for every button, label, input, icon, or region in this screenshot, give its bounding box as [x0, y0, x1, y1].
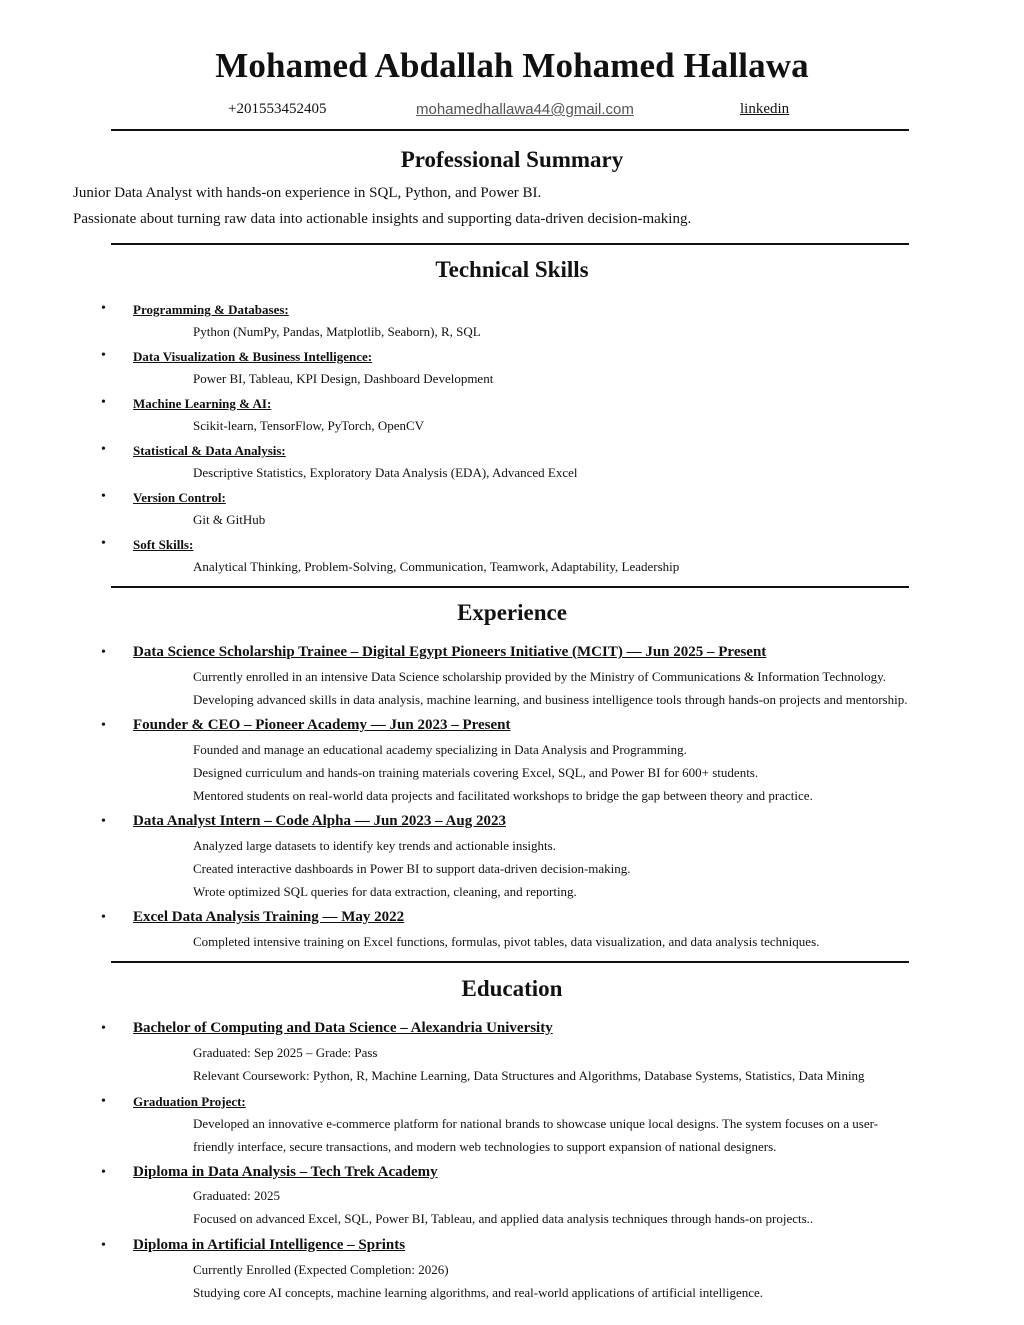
- skill-label: Programming & Databases:: [133, 302, 289, 317]
- bullet-dot: •: [101, 536, 106, 551]
- education-heading: Education: [461, 976, 563, 1001]
- bullet-dot: •: [101, 1238, 106, 1253]
- section-divider: [111, 129, 909, 131]
- experience-title: Excel Data Analysis Training — May 2022: [133, 909, 405, 925]
- experience-detail: Currently enrolled in an intensive Data Science scholarship provided by the Ministry of Communications & Information Technology.: [193, 669, 886, 684]
- bullet-dot: •: [101, 301, 106, 316]
- linkedin-link[interactable]: linkedin: [740, 101, 790, 117]
- skills-heading: Technical Skills: [435, 257, 589, 282]
- education-detail: friendly interface, secure transactions, and modern web technologies to support expansion of national designers.: [193, 1139, 777, 1154]
- bullet-dot: •: [101, 489, 106, 504]
- skill-label: Statistical & Data Analysis:: [133, 443, 286, 458]
- skill-label: Soft Skills:: [133, 537, 194, 552]
- experience-title: Data Analyst Intern – Code Alpha — Jun 2023 – Aug 2023: [133, 813, 506, 829]
- bullet-dot: •: [101, 395, 106, 410]
- experience-detail: Created interactive dashboards in Power BI to support data-driven decision-making.: [193, 861, 631, 876]
- skill-detail: Scikit-learn, TensorFlow, PyTorch, OpenCV: [193, 418, 425, 433]
- bullet-dot: •: [101, 348, 106, 363]
- skill-label: Machine Learning & AI:: [133, 396, 272, 411]
- skill-detail: Git & GitHub: [193, 512, 266, 527]
- experience-detail: Analyzed large datasets to identify key trends and actionable insights.: [193, 838, 556, 853]
- bullet-dot: •: [101, 1094, 106, 1109]
- email-link[interactable]: mohamedhallawa44@gmail.com: [416, 101, 634, 118]
- skill-label: Data Visualization & Business Intelligence:: [133, 349, 373, 364]
- education-detail: Currently Enrolled (Expected Completion: 2026): [193, 1262, 449, 1277]
- bullet-dot: •: [101, 1021, 106, 1036]
- phone-number: +201553452405: [228, 101, 327, 117]
- skill-label: Version Control:: [133, 490, 226, 505]
- education-detail: Graduated: 2025: [193, 1188, 281, 1203]
- skill-detail: Power BI, Tableau, KPI Design, Dashboard Development: [193, 371, 494, 386]
- section-divider: [111, 961, 909, 963]
- section-divider: [111, 586, 909, 588]
- summary-heading: Professional Summary: [400, 147, 624, 172]
- bullet-dot: •: [101, 1165, 106, 1180]
- summary-line: Passionate about turning raw data into actionable insights and supporting data-driven decision-making.: [73, 211, 692, 227]
- education-title: Bachelor of Computing and Data Science – Alexandria University: [133, 1020, 553, 1036]
- bullet-dot: •: [101, 910, 106, 925]
- candidate-name: Mohamed Abdallah Mohamed Hallawa: [215, 46, 809, 85]
- education-detail: Developed an innovative e-commerce platform for national brands to showcase unique local designs. The system focuses on a user-: [193, 1116, 879, 1131]
- experience-detail: Wrote optimized SQL queries for data extraction, cleaning, and reporting.: [193, 884, 577, 899]
- education-title: Diploma in Artificial Intelligence – Sprints: [133, 1237, 406, 1253]
- section-divider: [111, 243, 909, 245]
- summary-line: Junior Data Analyst with hands-on experience in SQL, Python, and Power BI.: [73, 185, 542, 201]
- experience-detail: Designed curriculum and hands-on training materials covering Excel, SQL, and Power BI for 600+ students.: [193, 765, 759, 780]
- experience-detail: Founded and manage an educational academy specializing in Data Analysis and Programming.: [193, 742, 687, 757]
- bullet-dot: •: [101, 645, 106, 660]
- experience-title: Founder & CEO – Pioneer Academy — Jun 2023 – Present: [133, 717, 511, 733]
- bullet-dot: •: [101, 718, 106, 733]
- education-detail: Graduated: Sep 2025 – Grade: Pass: [193, 1045, 378, 1060]
- education-detail: Studying core AI concepts, machine learning algorithms, and real-world applications of artificial intelligence.: [193, 1285, 764, 1300]
- skill-detail: Python (NumPy, Pandas, Matplotlib, Seaborn), R, SQL: [193, 324, 481, 339]
- education-detail: Relevant Coursework: Python, R, Machine Learning, Data Structures and Algorithms, Database Systems, Statistics, Data Mining: [193, 1068, 865, 1083]
- experience-title: Data Science Scholarship Trainee – Digital Egypt Pioneers Initiative (MCIT) — Jun 2025 – Present: [133, 644, 767, 660]
- education-title: Graduation Project:: [133, 1094, 246, 1109]
- education-detail: Focused on advanced Excel, SQL, Power BI, Tableau, and applied data analysis techniques through hands-on projects..: [193, 1211, 814, 1226]
- experience-detail: Completed intensive training on Excel functions, formulas, pivot tables, data visualization, and data analysis techniques.: [193, 934, 820, 949]
- experience-detail: Developing advanced skills in data analysis, machine learning, and business intelligence tools through hands-on projects and mentorship.: [193, 692, 908, 707]
- education-title: Diploma in Data Analysis – Tech Trek Academy: [133, 1164, 438, 1180]
- experience-heading: Experience: [457, 600, 567, 625]
- skill-detail: Descriptive Statistics, Exploratory Data Analysis (EDA), Advanced Excel: [193, 465, 578, 480]
- bullet-dot: •: [101, 442, 106, 457]
- skill-detail: Analytical Thinking, Problem-Solving, Communication, Teamwork, Adaptability, Leadership: [193, 559, 680, 574]
- bullet-dot: •: [101, 814, 106, 829]
- experience-detail: Mentored students on real-world data projects and facilitated workshops to bridge the gap between theory and practice.: [193, 788, 813, 803]
